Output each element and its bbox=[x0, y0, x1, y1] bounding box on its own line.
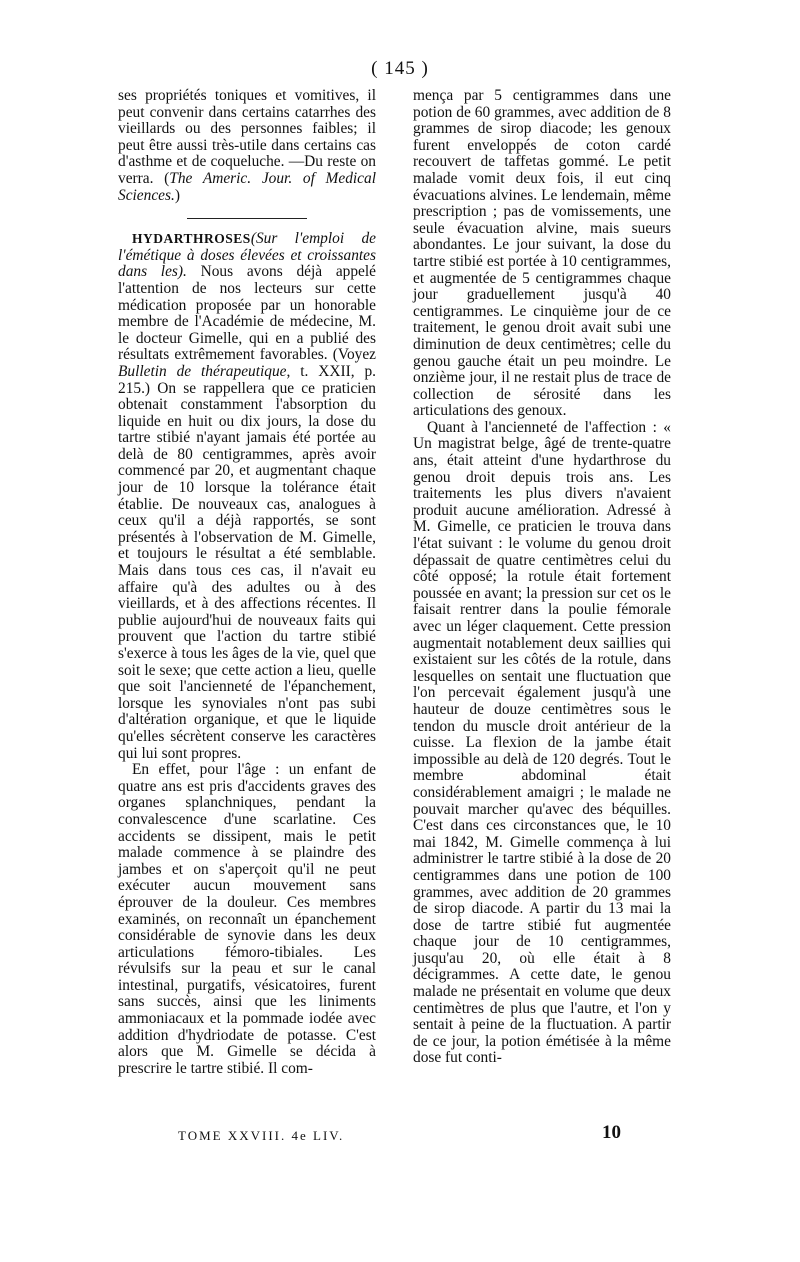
left-paragraph-1 bbox=[118, 88, 376, 204]
section-heading: HYDARTHROSES bbox=[132, 231, 251, 247]
left-paragraph-2 bbox=[118, 231, 376, 762]
section-subheading: (Sur l'emploi de l'émétique à doses élevées et croissantes dans les). bbox=[118, 230, 376, 281]
left-p1-end: ) bbox=[174, 186, 180, 204]
left-column bbox=[118, 88, 376, 1077]
left-p1-citation: The Americ. Jour. of Medical Sciences. bbox=[118, 169, 376, 204]
left-p2-citation: Bulletin de thérapeutique bbox=[118, 362, 287, 380]
left-paragraph-3: En effet, pour l'âge : un enfant de quatre ans est pris d'accidents graves des organes splanchniques, pendant la convalescence d'une scarlatine. Ces accidents se dissipent, mais le petit malade commence à se plaindre des jambes et on s'aperçoit qu'il ne peut exécuter aucun mouvement sans éprouver de la douleur. Ces membres examinés, on reconnaît un épanchement considérable de synovie dans les deux articulations fémoro-tibiales. Les révulsifs sur la peau et sur le canal intestinal, purgatifs, vésicatoires, furent sans succès, ainsi que les liniments ammoniacaux et la pommade iodée avec addition d'hydriodate de potasse. C'est alors que M. Gimelle se décida à prescrire le tartre stibié. Il com- bbox=[118, 761, 376, 1077]
left-p2-reference: , t. XXII, p. 215.) bbox=[118, 362, 377, 397]
footer-sheet-number: 10 bbox=[602, 1122, 621, 1143]
left-p2-text: Nous avons déjà appelé l'attention de nos lecteurs sur cette médication proposée par un honorable membre de l'Académie de médecine, M. le docteur Gimelle, qui en a publié des résultats extrêmement favorables. (Voyez bbox=[118, 263, 376, 364]
right-column bbox=[413, 88, 671, 1067]
right-paragraph-2: Quant à l'ancienneté de l'affection : « Un magistrat belge, âgé de trente-quatre ans, était atteint d'une hydarthrose du genou droit depuis trois ans. Les traitements les plus divers n'avaient produit aucune amélioration. Adressé à M. Gimelle, ce praticien le trouva dans l'état suivant : le volume du genou droit dépassait de quatre centimètres celui du côté opposé; la rotule était fortement poussée en avant; la pression sur cet os le faisait rentrer dans la poulie fémorale avec un léger claquement. Cette pression augmentait notablement deux saillies qui existaient sur les côtés de la rotule, dans lesquelles on sentait une fluctuation que l'on percevait également jusqu'à une hauteur de douze centimètres sous le tendon du muscle droit antérieur de la cuisse. La flexion de la jambe était impossible au delà de 120 degrés. Tout le membre abdominal était considérablement amaigri ; le malade ne pouvait marcher qu'avec des béquilles. C'est dans ces circonstances que, le 10 mai 1842, M. Gimelle commença à lui administrer le tartre stibié à la dose de 20 centigrammes dans une potion de 100 grammes, avec addition de 20 grammes de sirop diacode. A partir du 13 mai la dose de tartre stibié fut augmentée chaque jour de 10 centigrammes, jusqu'au 20, où elle était à 8 décigrammes. A cette date, le genou malade ne présentait en volume que deux centimètres de plus que l'autre, et l'on y sentait à peine de la fluctuation. A partir de ce jour, la potion émétisée à la même dose fut conti- bbox=[413, 418, 671, 1067]
footer-signature: TOME XXVIII. 4e LIV. bbox=[178, 1128, 345, 1143]
left-p1-text: ses propriétés toniques et vomitives, il peut convenir dans certains catarrhes des vieillards ou des personnes faibles; il peut être aussi très-utile dans certains cas d'asthme et de coqueluche. —Du reste on verra. ( bbox=[118, 87, 376, 187]
right-paragraph-1: mença par 5 centigrammes dans une potion de 60 grammes, avec addition de 8 grammes de sirop diacode; les genoux furent enveloppés de coton cardé recouvert de taffetas gommé. Le petit malade vomit deux fois, il eut cinq évacuations alvines. Le lendemain, même prescription ; pas de vomissements, une seule évacuation alvine, mais sueurs abondantes. Le jour suivant, la dose du tartre stibié est portée à 10 centigrammes, et augmentée de 5 centigrammes chaque jour graduellement jusqu'à 40 centigrammes. Le cinquième jour de ce traitement, le genou droit avait subi une diminution de deux centimètres; celle du genou gauche était un peu moindre. Le onzième jour, il ne restait plus de trace de collection de sérosité dans les articulations des genoux. bbox=[413, 87, 671, 420]
page-number: ( 145 ) bbox=[371, 58, 429, 79]
section-divider bbox=[187, 218, 307, 219]
left-p2-rest: On se rappellera que ce praticien obtenait constamment l'absorption du liquide en huit ou dix jours, la dose du tartre stibié n'ayant jamais été portée au delà de 80 centigrammes, après avoir commencé par 20, et augmentant chaque jour de 10 lorsque la tolérance était établie. De nouveaux cas, analogues à ceux qu'il a déjà rapportés, se sont présentés à l'observation de M. Gimelle, et toujours le résultat a été semblable. Mais dans tous ces cas, il n'avait eu affaire qu'à des adultes ou à des vieillards, et à des affections récentes. Il publie aujourd'hui de nouveaux faits qui prouvent que l'action du tartre stibié s'exerce à tous les âges de la vie, quel que soit le sexe; que cette action a lieu, quelle que soit l'ancienneté de l'épanchement, lorsque les synoviales n'ont pas subi d'altération organique, et que le liquide qu'elles sécrètent conserve les caractères qui lui sont propres. bbox=[118, 379, 376, 762]
